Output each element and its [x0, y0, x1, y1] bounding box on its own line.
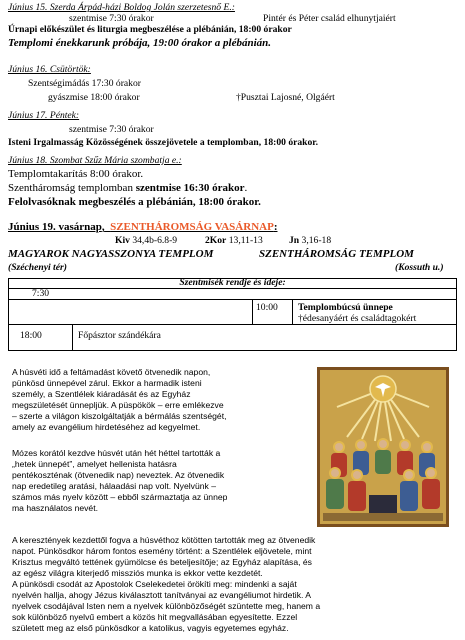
jun19-prefix: Június 19. vasárnap	[8, 221, 102, 233]
jun18-trinity-mass	[8, 182, 247, 194]
article-line: A pünkösdi csodát az Apostolok Cselekedetei örökíti meg: mindenki a saját	[12, 579, 297, 589]
schedule-time-730: 7:30	[32, 288, 50, 299]
jun18-cleaning: Templomtakarítás 8:00 órakor.	[8, 168, 144, 180]
article-line: pünkösd ünnepével zárul. Ekkor a harmadik isteni	[12, 378, 202, 388]
article-line: pentékoszténak (ötvenedik nap) neveztek. Az ötvenedik	[12, 470, 225, 480]
table-divider	[8, 299, 457, 300]
jun17-meeting: Isteni Irgalmasság Közösségének összejövetele a templomban, 18:00 órakor.	[8, 137, 319, 148]
jun16-funeral: gyászmise 18:00 órakor	[48, 92, 140, 103]
reading-2-label: 2Kor	[205, 235, 227, 246]
article-line: nap eredetileg aratási, hálaadási nap volt. Nyelvünk –	[12, 481, 216, 491]
article-line: – szerte a világon kiszolgáltatják a bérmálás szentségét,	[12, 411, 227, 421]
article-line: személy, a Szentlélek kiáradását és az Egyház	[12, 389, 191, 399]
floor	[323, 513, 443, 521]
article-line: ma használatos nevét.	[12, 503, 98, 513]
jun18-trinity-mass-prefix: Szentháromság templomban	[8, 182, 136, 194]
jun16-adoration: Szentségimádás 17:30 órakor	[28, 78, 141, 89]
reading-3-ref: 3,16-18	[299, 235, 332, 246]
schedule-feast-intention: †édesanyáért és családtagokért	[298, 313, 417, 324]
jun19-heading	[8, 221, 277, 233]
jun15-intention: Pintér és Péter család elhunytjaiért	[263, 13, 396, 24]
jun15-prep: Úrnapi előkészület és liturgia megbeszélése a plébánián, 18:00 órakor	[8, 24, 292, 35]
article-line: született meg az első pünkösdkor a katolikus, vagyis egyetemes egyház.	[12, 623, 289, 633]
pentecost-illustration	[317, 367, 449, 527]
jun17-mass: szentmise 7:30 órakor	[69, 124, 154, 135]
schedule-evening-event: Főpásztor szándékára	[78, 330, 161, 341]
church-right-name: SZENTHÁROMSÁG TEMPLOM	[259, 248, 414, 260]
table-divider	[72, 324, 73, 350]
jun15-title: Június 15. Szerda Árpád-házi Boldog Jolán szerzetesnő E.:	[8, 2, 235, 13]
table-divider	[292, 299, 293, 324]
table-divider	[8, 288, 457, 289]
table-divider	[252, 299, 253, 324]
jun16-title: Június 16. Csütörtök:	[8, 64, 91, 75]
table-border	[8, 278, 9, 350]
jun16-intention: †Pusztai Lajosné, Olgáért	[236, 92, 335, 103]
jun18-adults: Felolvasóknak megbeszélés a plébánián, 18:00 órakor.	[8, 196, 261, 208]
schedule-time-1800: 18:00	[20, 330, 42, 341]
article-line: A keresztények kezdettől fogva a húsvéthoz kötötten tartották meg az ötvenedik	[12, 535, 316, 545]
table-border	[456, 278, 457, 350]
article-line: megszületését ünnepljük. A püspökök – erre emlékezve	[12, 400, 224, 410]
article-line: nyelvek csodájával Isten nem a nyelvek különbözőségét szüntette meg, hanem a	[12, 601, 321, 611]
article-paragraph-1	[12, 367, 226, 433]
schedule-feast-event: Templombúcsú ünnepe	[298, 302, 393, 313]
article-line: Mózes korától kezdve húsvét után hét héttel tartották a	[12, 448, 221, 458]
schedule-header: Szentmisék rendje és ideje:	[179, 277, 286, 288]
jun19-colon: :	[273, 221, 278, 233]
jun15-choir: Templomi énekkarunk próbája, 19:00 órakor a plébánián.	[8, 37, 272, 49]
pentecost-icon-image	[317, 367, 449, 527]
reading-1-label: Kiv	[115, 235, 130, 246]
church-left-place: (Széchenyi tér)	[8, 262, 67, 273]
table-divider	[8, 324, 457, 325]
mass-schedule-table	[8, 278, 457, 351]
church-left-name: MAGYAROK NAGYASSZONYA TEMPLOM	[8, 248, 214, 260]
article-line: számos más nyelv között – ebből származtatja az ünnep	[12, 492, 228, 502]
jun18-title: Június 18. Szombat Szűz Mária szombatja e.:	[8, 155, 182, 166]
article-line: az egész világra kiterjedő missziós munka is ekkor vette kezdetét.	[12, 568, 263, 578]
reading-2	[205, 235, 263, 246]
article-line: nyelvén hallja, ahogy Jézus kiválasztott tanítványai az evangéliumot hirdetik. A	[12, 590, 312, 600]
schedule-time-1000: 10:00	[256, 302, 278, 313]
article-line: napot. Pünkösdkor három fontos esemény történt: a Szentlélek eljövetele, mint	[12, 546, 312, 556]
reading-1	[115, 235, 177, 246]
article-line: sok különböző nyelvű embert a közös hit megvallásában egyesítette. Ezzel	[12, 612, 298, 622]
article-line: amely az evangélium hirdetéséhez ad kegyelmet.	[12, 422, 201, 432]
article-paragraph-2	[12, 448, 227, 514]
article-line: A húsvéti idő a feltámadást követő ötvenedik napon,	[12, 367, 211, 377]
church-right-place: (Kossuth u.)	[395, 262, 444, 273]
article-line: Krisztus megváltó tettének gyümölcse és beteljesítője; az Egyház alapítása, és	[12, 557, 312, 567]
jun19-feast: SZENTHÁROMSÁG VASÁRNAP	[110, 221, 274, 233]
jun19-comma: ,	[101, 221, 105, 233]
reading-3-label: Jn	[289, 235, 300, 246]
jun17-title: Június 17. Péntek:	[8, 110, 80, 121]
reading-1-ref: 34,4b-6.8-9	[129, 235, 178, 246]
jun15-mass: szentmise 7:30 órakor	[69, 13, 154, 24]
reading-2-ref: 13,11-13	[226, 235, 263, 246]
jun18-trinity-mass-time: szentmise 16:30 órakor	[135, 182, 245, 194]
article-line: „hetek ünnepét”, amelyet hellenista hatásra	[12, 459, 177, 469]
dark-arch	[369, 495, 397, 513]
article-paragraph-3	[12, 535, 320, 634]
jun18-trinity-mass-suffix: .	[244, 182, 248, 194]
table-border	[8, 350, 457, 351]
reading-3	[289, 235, 331, 246]
